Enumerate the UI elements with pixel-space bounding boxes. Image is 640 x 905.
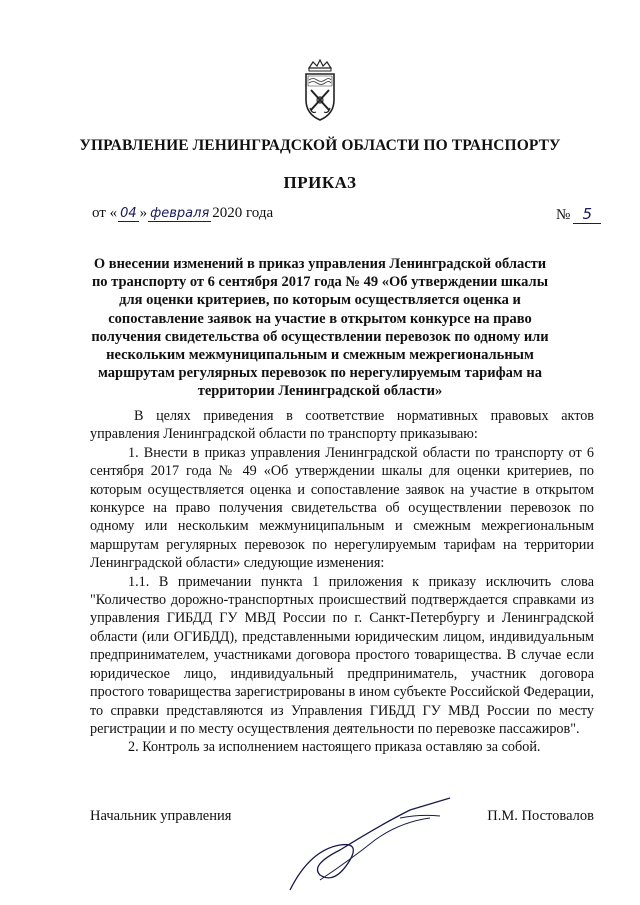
organization-title: УПРАВЛЕНИЕ ЛЕНИНГРАДСКОЙ ОБЛАСТИ ПО ТРАНСПОРТУ [79,137,561,154]
item-2-paragraph: 2. Контроль за исполнением настоящего приказа оставляю за собой. [128,739,541,756]
item-1-1-paragraph: 1.1. В примечании пункта 1 приложения к приказу исключить слова "Количество дорожно-транспортных происшествий подтверждается справками из управления ГИБДД ГУ МВД России по г. Санкт-Петербургу и Ленинградской области (или ОГИБДД), представленными юридическим лицом, индивидуальным предпринимателем, участниками договора простого товарищества. В случае если юридическое лицо, индивидуальный предприниматель, участник договора простого товарищества зарегистрированы в ином субъекте Российской Федерации, то справки представляются из Управления ГИБДД ГУ МВД России по месту регистрации и по месту осуществления деятельности по перевозке пассажиров". [90,573,594,737]
order-body [90,407,594,757]
order-date [92,205,273,222]
date-mid: » [139,205,148,221]
signatory-name: П.М. Постовалов [487,808,594,824]
date-prefix: от « [92,205,118,221]
coat-of-arms-emblem [303,58,337,122]
date-suffix: 2020 года [212,205,274,221]
item-1-paragraph: 1. Внести в приказ управления Ленинградской области по транспорту от 6 сентября 2017 года № 49 «Об утверждении шкалы для оценки критериев, по которым осуществляется оценка и сопоставление заявок на участие в открытом конкурсе на право получения свидетельства об осуществлении перевозок по одному или нескольким межмуниципальным и смежным межрегиональным маршрутам регулярных перевозок по нерегулируемым тарифам на территории Ленинградской области» следующие изменения: [90,444,594,572]
order-subject: О внесении изменений в приказ управления Ленинградской области по транспорту от 6 сентября 2017 года № 49 «Об утверждении шкалы для оценки критериев, по которым осуществляется оценка и сопоставление заявок на участие в открытом конкурсе на право получения свидетельства об осуществлении перевозок по одному или нескольким межмуниципальным и смежным межрегиональным маршрутам регулярных перевозок по нерегулируемым тарифам на территории Ленинградской области» [91,256,549,400]
number-prefix: № [556,207,571,223]
date-month: февраля [150,206,210,221]
signatory-position: Начальник управления [90,808,232,824]
number-value: 5 [573,205,601,224]
order-number [556,205,601,224]
document-type-heading: ПРИКАЗ [283,173,357,192]
date-day: 04 [120,206,137,221]
intro-paragraph: В целях приведения в соответствие нормативных правовых актов управления Ленинградской области по транспорту приказываю: [90,408,594,443]
handwritten-signature [280,790,460,900]
